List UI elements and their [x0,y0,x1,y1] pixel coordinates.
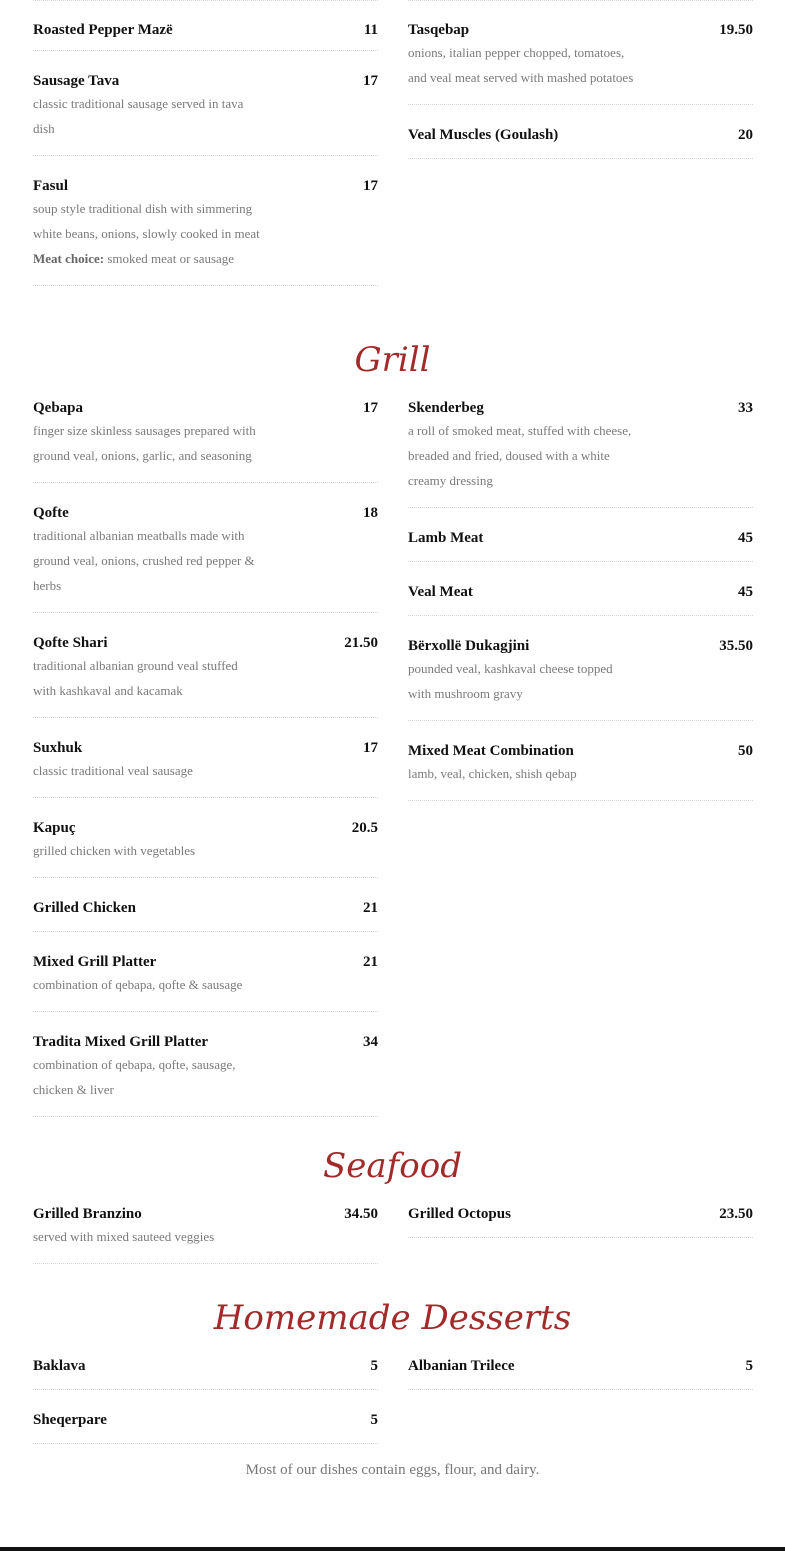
menu-item [33,178,378,286]
item-name: Albanian Trilece [408,1358,515,1374]
item-description: traditional albanian meatballs made with ground veal, onions, crushed red pepper & herbs [33,528,255,593]
item-description: combination of qebapa, qofte, sausage, chicken & liver [33,1057,236,1097]
seafood-right-column [408,1206,753,1238]
item-name: Grilled Chicken [33,900,136,916]
item-price: 20.5 [351,820,378,836]
desserts-left-column [33,1358,378,1444]
item-price: 34 [363,1034,378,1050]
menu-item [33,740,378,798]
meat-choice-label: Meat choice: [33,251,105,266]
item-price: 50 [738,743,753,759]
item-price: 21 [363,900,378,916]
item-price: 23.50 [719,1206,753,1222]
item-price: 45 [738,584,753,600]
section-title-grill: Grill [354,340,431,380]
menu-item [33,820,378,878]
item-name: Qofte [33,505,69,521]
item-name: Sheqerpare [33,1412,107,1428]
item-price: 17 [363,740,378,756]
menu-item [408,22,753,105]
item-description: traditional albanian ground veal stuffed with kashkaval and kacamak [33,658,238,698]
item-price: 17 [363,178,378,194]
item-description: pounded veal, kashkaval cheese topped with mushroom gravy [408,661,613,701]
item-name: Mixed Meat Combination [408,743,574,759]
section-title-desserts: Homemade Desserts [213,1298,572,1338]
item-price: 33 [738,400,753,416]
item-name: Grilled Octopus [408,1206,511,1222]
menu-item [408,530,753,562]
item-price: 5 [370,1358,378,1374]
item-name: Suxhuk [33,740,83,756]
desserts-right-column [408,1358,753,1390]
item-name: Grilled Branzino [33,1206,142,1222]
item-name: Qebapa [33,400,84,416]
menu-item [33,1206,378,1264]
meat-choice-value: smoked meat or sausage [104,251,235,266]
menu-item [408,743,753,801]
item-description: a roll of smoked meat, stuffed with cheese, breaded and fried, doused with a white creamy dressing [408,423,632,488]
grill-left-column [33,400,378,1117]
item-price: 20 [738,127,753,143]
section-title-seafood: Seafood [323,1146,462,1186]
menu-item [33,505,378,613]
item-price: 21 [363,954,378,970]
item-price: 5 [370,1412,378,1428]
item-name: Tradita Mixed Grill Platter [33,1034,209,1050]
item-description-text: soup style traditional dish with simmering white beans, onions, slowly cooked in meat [33,201,260,241]
item-price: 18 [363,505,378,521]
allergen-note: Most of our dishes contain eggs, flour, and dairy. [245,1462,540,1478]
item-name: Roasted Pepper Mazë [33,22,173,38]
item-price: 21.50 [344,635,378,651]
menu-item [33,635,378,718]
item-price: 34.50 [344,1206,378,1222]
item-name: Sausage Tava [33,73,120,89]
menu-item [33,22,378,51]
divider [408,0,753,1]
item-price: 45 [738,530,753,546]
item-description: finger size skinless sausages prepared with ground veal, onions, garlic, and seasoning [33,423,256,463]
item-description: grilled chicken with vegetables [33,843,196,858]
item-price: 35.50 [719,638,753,654]
menu-item [33,1412,378,1444]
item-price: 5 [745,1358,753,1374]
seafood-left-column [33,1206,378,1264]
menu-item [408,1206,753,1238]
item-name: Bërxollë Dukagjini [408,638,530,654]
menu-item [408,400,753,508]
menu-item [33,954,378,1012]
item-name: Qofte Shari [33,635,108,651]
top-right-column [408,22,753,159]
menu-item [33,1358,378,1390]
item-name: Tasqebap [408,22,470,38]
grill-right-column [408,400,753,801]
menu-item [33,73,378,156]
item-name: Baklava [33,1358,86,1374]
item-description [33,196,263,271]
menu-item [408,638,753,721]
item-name: Kapuç [33,820,76,836]
item-description: lamb, veal, chicken, shish qebap [408,766,577,781]
item-name: Veal Muscles (Goulash) [408,127,559,143]
item-description: onions, italian pepper chopped, tomatoes, and veal meat served with mashed potatoes [408,45,634,85]
item-name: Fasul [33,178,69,194]
item-description: classic traditional veal sausage [33,763,193,778]
menu-item [408,127,753,159]
menu-item [408,584,753,616]
item-name: Veal Meat [408,584,473,600]
item-description: combination of qebapa, qofte & sausage [33,977,243,992]
item-name: Lamb Meat [408,530,484,546]
item-name: Skenderbeg [408,400,484,416]
top-left-column [33,22,378,286]
item-price: 11 [363,22,378,38]
footer-bar [0,1547,785,1551]
item-description: served with mixed sauteed veggies [33,1229,215,1244]
item-price: 17 [363,400,378,416]
menu-item [33,400,378,483]
menu-item [33,900,378,932]
item-price: 19.50 [719,22,753,38]
menu-item [33,1034,378,1117]
item-price: 17 [363,73,378,89]
item-description: classic traditional sausage served in tava dish [33,96,244,136]
menu-item [408,1358,753,1390]
item-name: Mixed Grill Platter [33,954,157,970]
divider [33,0,378,1]
